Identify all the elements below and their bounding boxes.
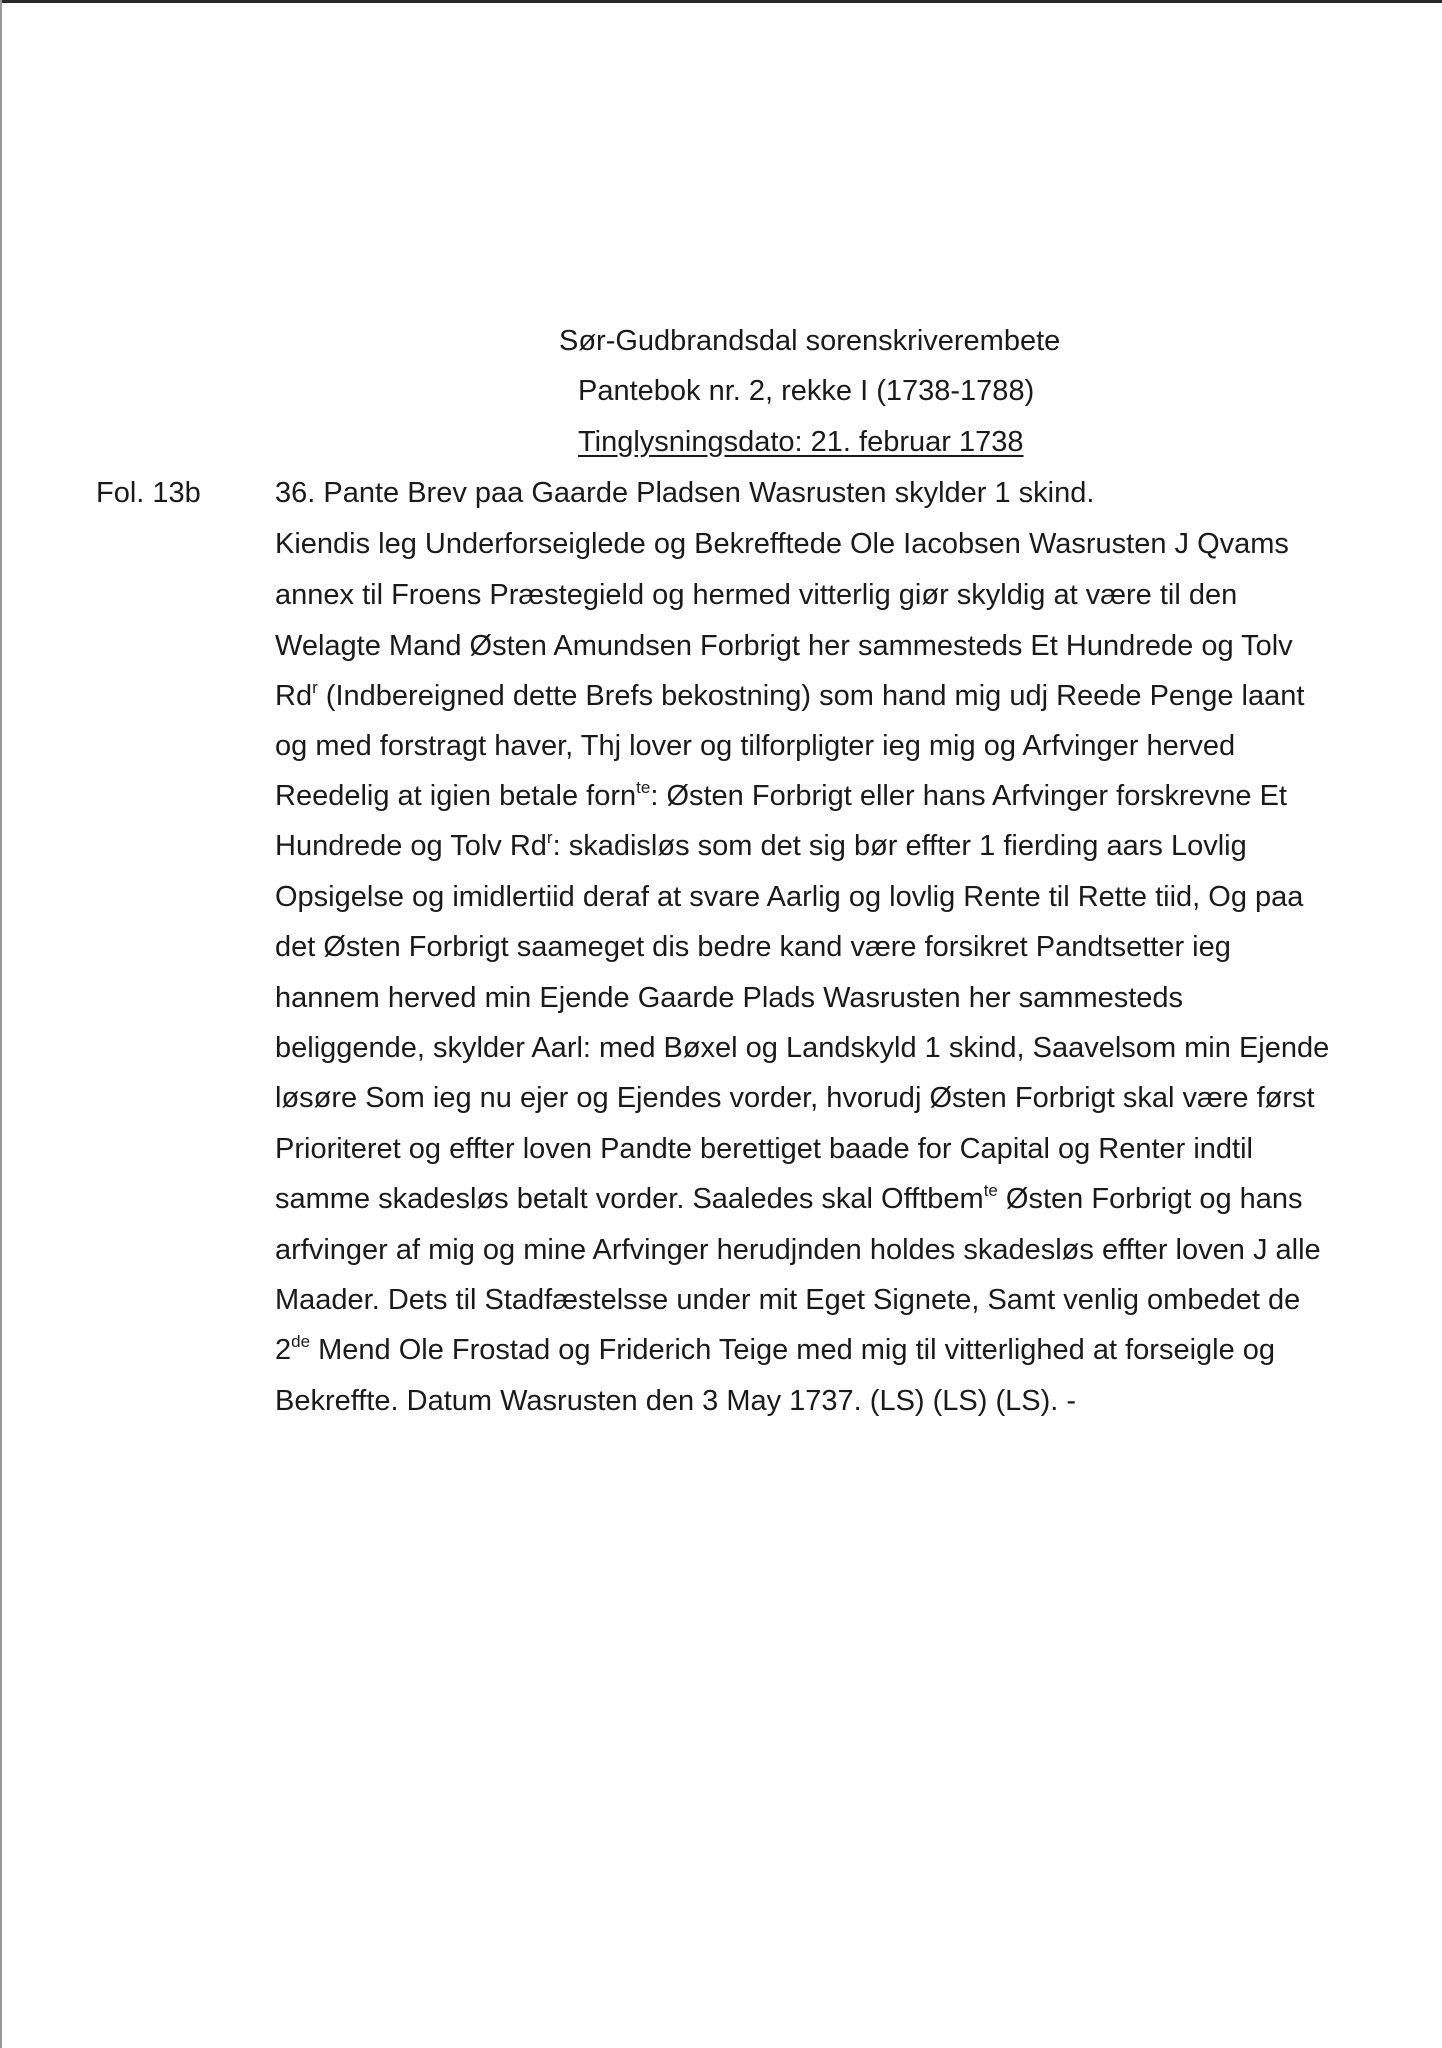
body-line-14-a: samme skadesløs betalt vorder. Saaledes skal Offtbem bbox=[275, 1183, 984, 1215]
folio-label: Fol. 13b bbox=[96, 477, 201, 509]
body-line-7-b: : skadisløs som det sig bør effter 1 fierding aars Lovlig bbox=[552, 830, 1247, 862]
body-line-17-b: Mend Ole Frostad og Friderich Teige med mig til vitterlighed at forseigle og bbox=[310, 1334, 1276, 1366]
body-line-4-b: (Indbereigned dette Brefs bekostning) som hand mig udj Reede Penge laant bbox=[317, 680, 1305, 712]
body-line-3: Welagte Mand Østen Amundsen Forbrigt her sammesteds Et Hundrede og Tolv bbox=[275, 630, 1293, 662]
body-line-17 bbox=[275, 1333, 1275, 1367]
superscript: r bbox=[312, 678, 318, 697]
body-line-6-a: Reedelig at igien betale forn bbox=[275, 780, 637, 812]
body-line-8: Opsigelse og imidlertiid deraf at svare Aarlig og lovlig Rente til Rette tiid, Og paa bbox=[275, 881, 1304, 913]
body-line-17-a: 2 bbox=[275, 1334, 292, 1366]
body-line-1: Kiendis leg Underforseiglede og Bekrefftede Ole Iacobsen Wasrusten J Qvams bbox=[275, 528, 1289, 560]
body-line-6-b: : Østen Forbrigt eller hans Arfvinger forskrevne Et bbox=[650, 780, 1287, 812]
body-line-14-b: Østen Forbrigt og hans bbox=[997, 1183, 1303, 1215]
body-line-4-a: Rd bbox=[275, 680, 313, 712]
body-line-13: Prioriteret og effter loven Pandte berettiget baade for Capital og Renter indtil bbox=[275, 1133, 1253, 1165]
body-line-7-a: Hundrede og Tolv Rd bbox=[275, 830, 547, 862]
body-line-18: Bekreffte. Datum Wasrusten den 3 May 1737. (LS) (LS) (LS). - bbox=[275, 1385, 1077, 1417]
body-line-10: hannem herved min Ejende Gaarde Plads Wasrusten her sammesteds bbox=[275, 982, 1184, 1014]
superscript: de bbox=[291, 1332, 311, 1351]
body-line-6 bbox=[275, 779, 1287, 813]
body-line-9: det Østen Forbrigt saameget dis bedre kand være forsikret Pandtsetter ieg bbox=[275, 931, 1231, 963]
superscript: te bbox=[636, 778, 651, 797]
superscript: te bbox=[983, 1181, 998, 1200]
book-heading: Pantebok nr. 2, rekke I (1738-1788) bbox=[578, 375, 1035, 407]
body-line-5: og med forstragt haver, Thj lover og tilforpligter ieg mig og Arfvinger herved bbox=[275, 730, 1236, 762]
office-heading: Sør-Gudbrandsdal sorenskriverembete bbox=[559, 325, 1061, 357]
body-line-2: annex til Froens Præstegield og hermed vitterlig giør skyldig at være til den bbox=[275, 579, 1238, 611]
scan-border-top bbox=[0, 0, 1442, 3]
scan-border-left bbox=[0, 0, 2, 2048]
body-line-14 bbox=[275, 1182, 1303, 1216]
body-line-7 bbox=[275, 829, 1247, 863]
body-line-12: løsøre Som ieg nu ejer og Ejendes vorder, hvorudj Østen Forbrigt skal være først bbox=[275, 1082, 1315, 1114]
registration-date: Tinglysningsdato: 21. februar 1738 bbox=[578, 426, 1024, 458]
entry-title: 36. Pante Brev paa Gaarde Pladsen Wasrusten skylder 1 skind. bbox=[275, 477, 1095, 509]
superscript: r bbox=[546, 828, 553, 847]
body-line-11: beliggende, skylder Aarl: med Bøxel og Landskyld 1 skind, Saavelsom min Ejende bbox=[275, 1032, 1330, 1064]
body-line-4 bbox=[275, 679, 1304, 713]
body-line-15: arfvinger af mig og mine Arfvinger herudjnden holdes skadesløs effter loven J alle bbox=[275, 1234, 1321, 1266]
body-line-16: Maader. Dets til Stadfæstelsse under mit Eget Signete, Samt venlig ombedet de bbox=[275, 1284, 1301, 1316]
